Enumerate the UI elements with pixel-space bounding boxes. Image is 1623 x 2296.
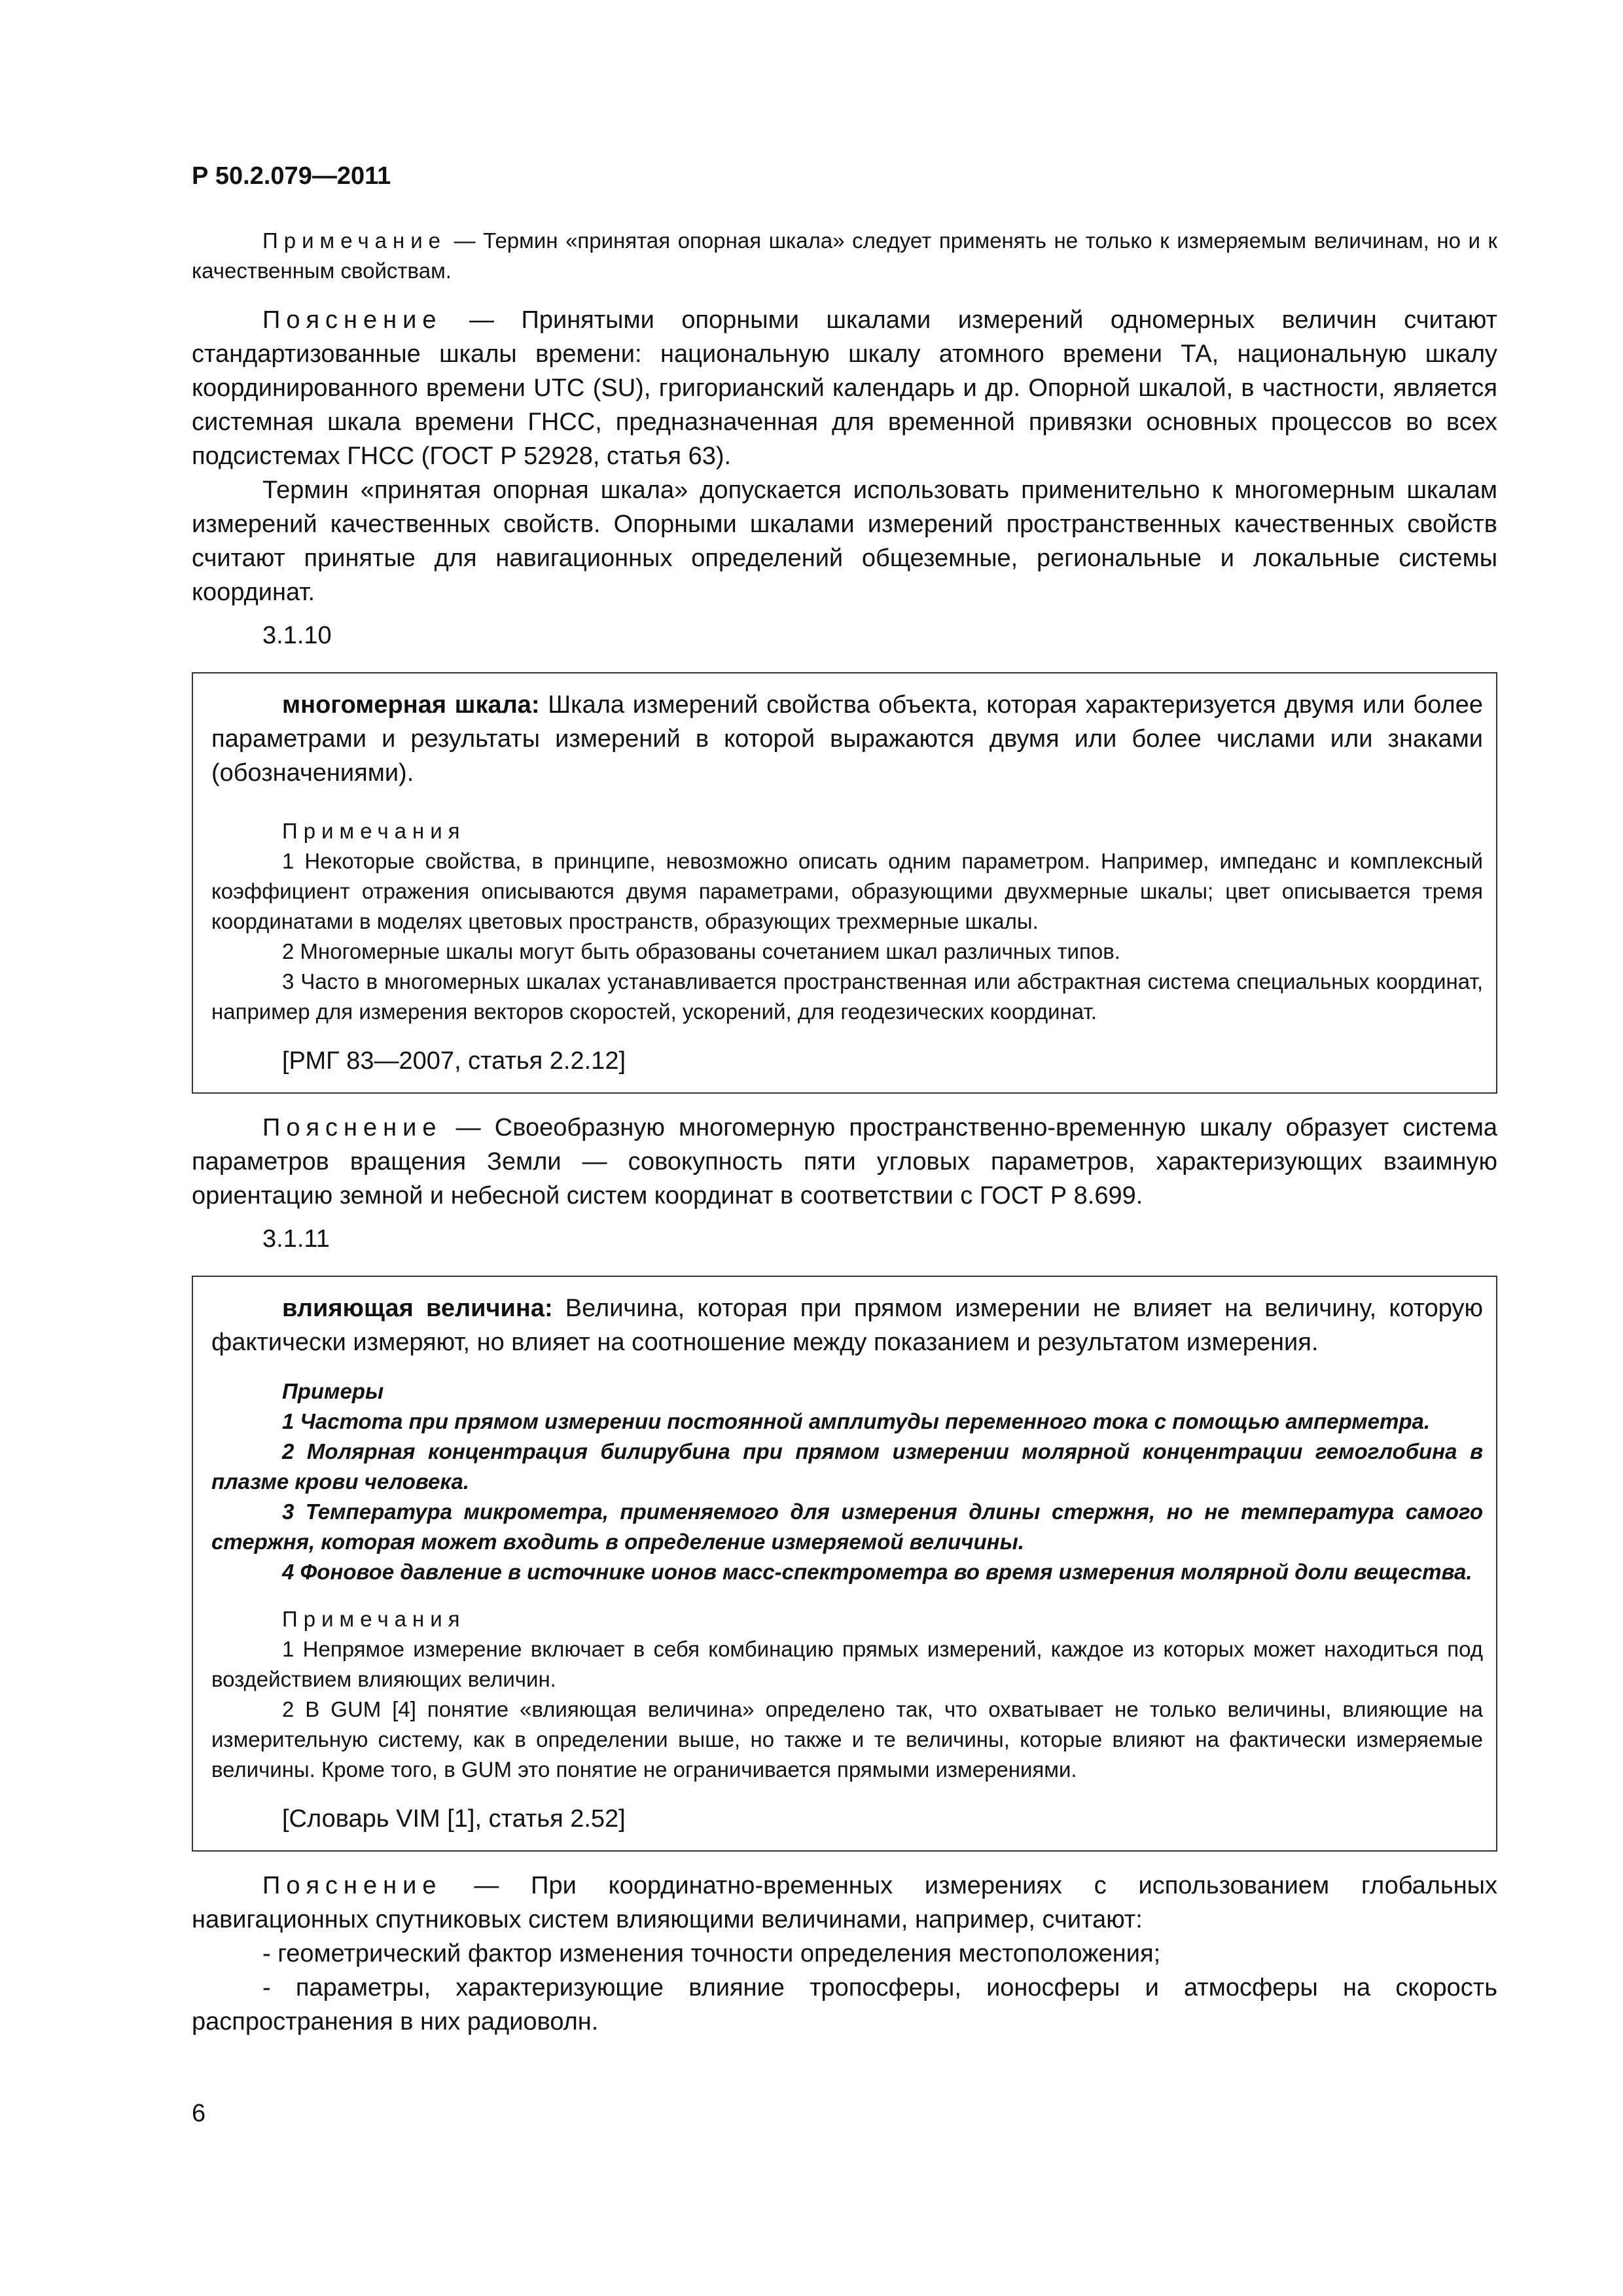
note-item: 2 Многомерные шкалы могут быть образованы сочетанием шкал различных типов. <box>282 939 1120 963</box>
definition-text: Шкала измерений свойства объекта, которая характеризуется двумя или более параметрами и результаты измерений в которой выражаются двумя или более числами или знаками (обозначениями). <box>211 691 1483 787</box>
note-label: Примечание <box>262 228 447 253</box>
explanation-3-1-10 <box>192 1111 1497 1213</box>
notes-label: Примечания <box>282 819 466 843</box>
definition-box-3-1-10 <box>192 672 1497 1094</box>
intro-note <box>192 226 1497 286</box>
explanation-label: Пояснение <box>262 306 442 334</box>
page-content <box>192 226 1497 2039</box>
notes-label: Примечания <box>282 1607 466 1631</box>
note-item: 2 В GUM [4] понятие «влияющая величина» определено так, что охватывает не только величины, влияющие на измерительную систему, как в определении выше, но также и те величины, которые влияют на фактически измеряемые величины. Кроме того, в GUM это понятие не ограничивается прямыми измерениями. <box>211 1697 1483 1782</box>
term-multidimensional-scale: многомерная шкала: <box>282 691 540 719</box>
explanation-text: — Принятыми опорными шкалами измерений одномерных величин считают стандартизованные шкалы времени: национальную шкалу атомного времени ТА, национальную шкалу координированного времени UTC (SU), григорианский календарь и др. Опорной шкалой, в частности, является системная шкала времени ГНСС, предназначенная для временной привязки основных процессов во всех подсистемах ГНСС (ГОСТ Р 52928, статья 63). <box>192 306 1497 470</box>
note-item: 1 Непрямое измерение включает в себя комбинацию прямых измерений, каждое из которых может находиться под воздействием влияющих величин. <box>211 1637 1483 1691</box>
explanation-text: — Своеобразную многомерную пространственно-временную шкалу образует система параметров вращения Земли — совокупность пяти угловых параметров, характеризующих взаимную ориентацию земной и небесной систем координат в соответствии с ГОСТ Р 8.699. <box>192 1114 1497 1210</box>
intro-paragraph: Термин «принятая опорная шкала» допускается использовать применительно к многомерным шкалам измерений качественных свойств. Опорными шкалами измерений пространственных качественных свойств считают принятые для навигационных определений общеземные, региональные и локальные системы координат. <box>192 476 1497 606</box>
definition-box-3-1-11 <box>192 1276 1497 1852</box>
closing-explanation <box>192 1869 1497 1937</box>
note-item: 1 Некоторые свойства, в принципе, невозможно описать одним параметром. Например, импеданс и комплексный коэффициент отражения описываются двумя параметрами, образующими двухмерные шкалы; цвет описывается тремя координатами в моделях цветовых пространств, образующих трехмерные шкалы. <box>211 849 1483 933</box>
example-item: 4 Фоновое давление в источнике ионов масс-спектрометра во время измерения молярной доли вещества. <box>282 1560 1472 1584</box>
note-text: — Термин «принятая опорная шкала» следует применять не только к измеряемым величинам, но и к качественным свойствам. <box>192 228 1497 283</box>
bullet-item: - геометрический фактор изменения точности определения местоположения; <box>262 1940 1161 1967</box>
definition-3-1-10 <box>211 688 1483 790</box>
examples-label: Примеры <box>282 1379 384 1403</box>
note-item: 3 Часто в многомерных шкалах устанавливается пространственная или абстрактная система специальных координат, например для измерения векторов скоростей, ускорений, для геодезических координат. <box>211 969 1483 1024</box>
example-item: 1 Частота при прямом измерении постоянной амплитуды переменного тока с помощью амперметра. <box>282 1409 1431 1433</box>
source-reference: [Словарь VIM [1], статья 2.52] <box>282 1805 626 1833</box>
definition-text: Величина, которая при прямом измерении не влияет на величину, которую фактически измеряют, но влияет на соотношение между показанием и результатом измерения. <box>211 1295 1483 1356</box>
source-reference: [РМГ 83—2007, статья 2.2.12] <box>282 1047 626 1075</box>
example-item: 3 Температура микрометра, применяемого для измерения длины стержня, но не температура самого стержня, которая может входить в определение измеряемой величины. <box>211 1499 1483 1554</box>
intro-explanation <box>192 303 1497 473</box>
definition-3-1-11 <box>211 1291 1483 1359</box>
section-number-3-1-11: 3.1.11 <box>262 1225 330 1253</box>
section-number-3-1-10: 3.1.10 <box>262 622 332 649</box>
explanation-label: Пояснение <box>262 1114 442 1141</box>
bullet-item: - параметры, характеризующие влияние тропосферы, ионосферы и атмосферы на скорость распространения в них радиоволн. <box>192 1974 1497 2036</box>
document-id: Р 50.2.079—2011 <box>192 162 391 190</box>
page-number: 6 <box>192 2100 206 2127</box>
explanation-text: — При координатно-временных измерениях с использованием глобальных навигационных спутниковых систем влияющими величинами, например, считают: <box>192 1872 1497 1933</box>
term-influence-quantity: влияющая величина: <box>282 1295 553 1322</box>
explanation-label: Пояснение <box>262 1872 442 1899</box>
example-item: 2 Молярная концентрация билирубина при прямом измерении молярной концентрации гемоглобина в плазме крови человека. <box>211 1439 1483 1494</box>
